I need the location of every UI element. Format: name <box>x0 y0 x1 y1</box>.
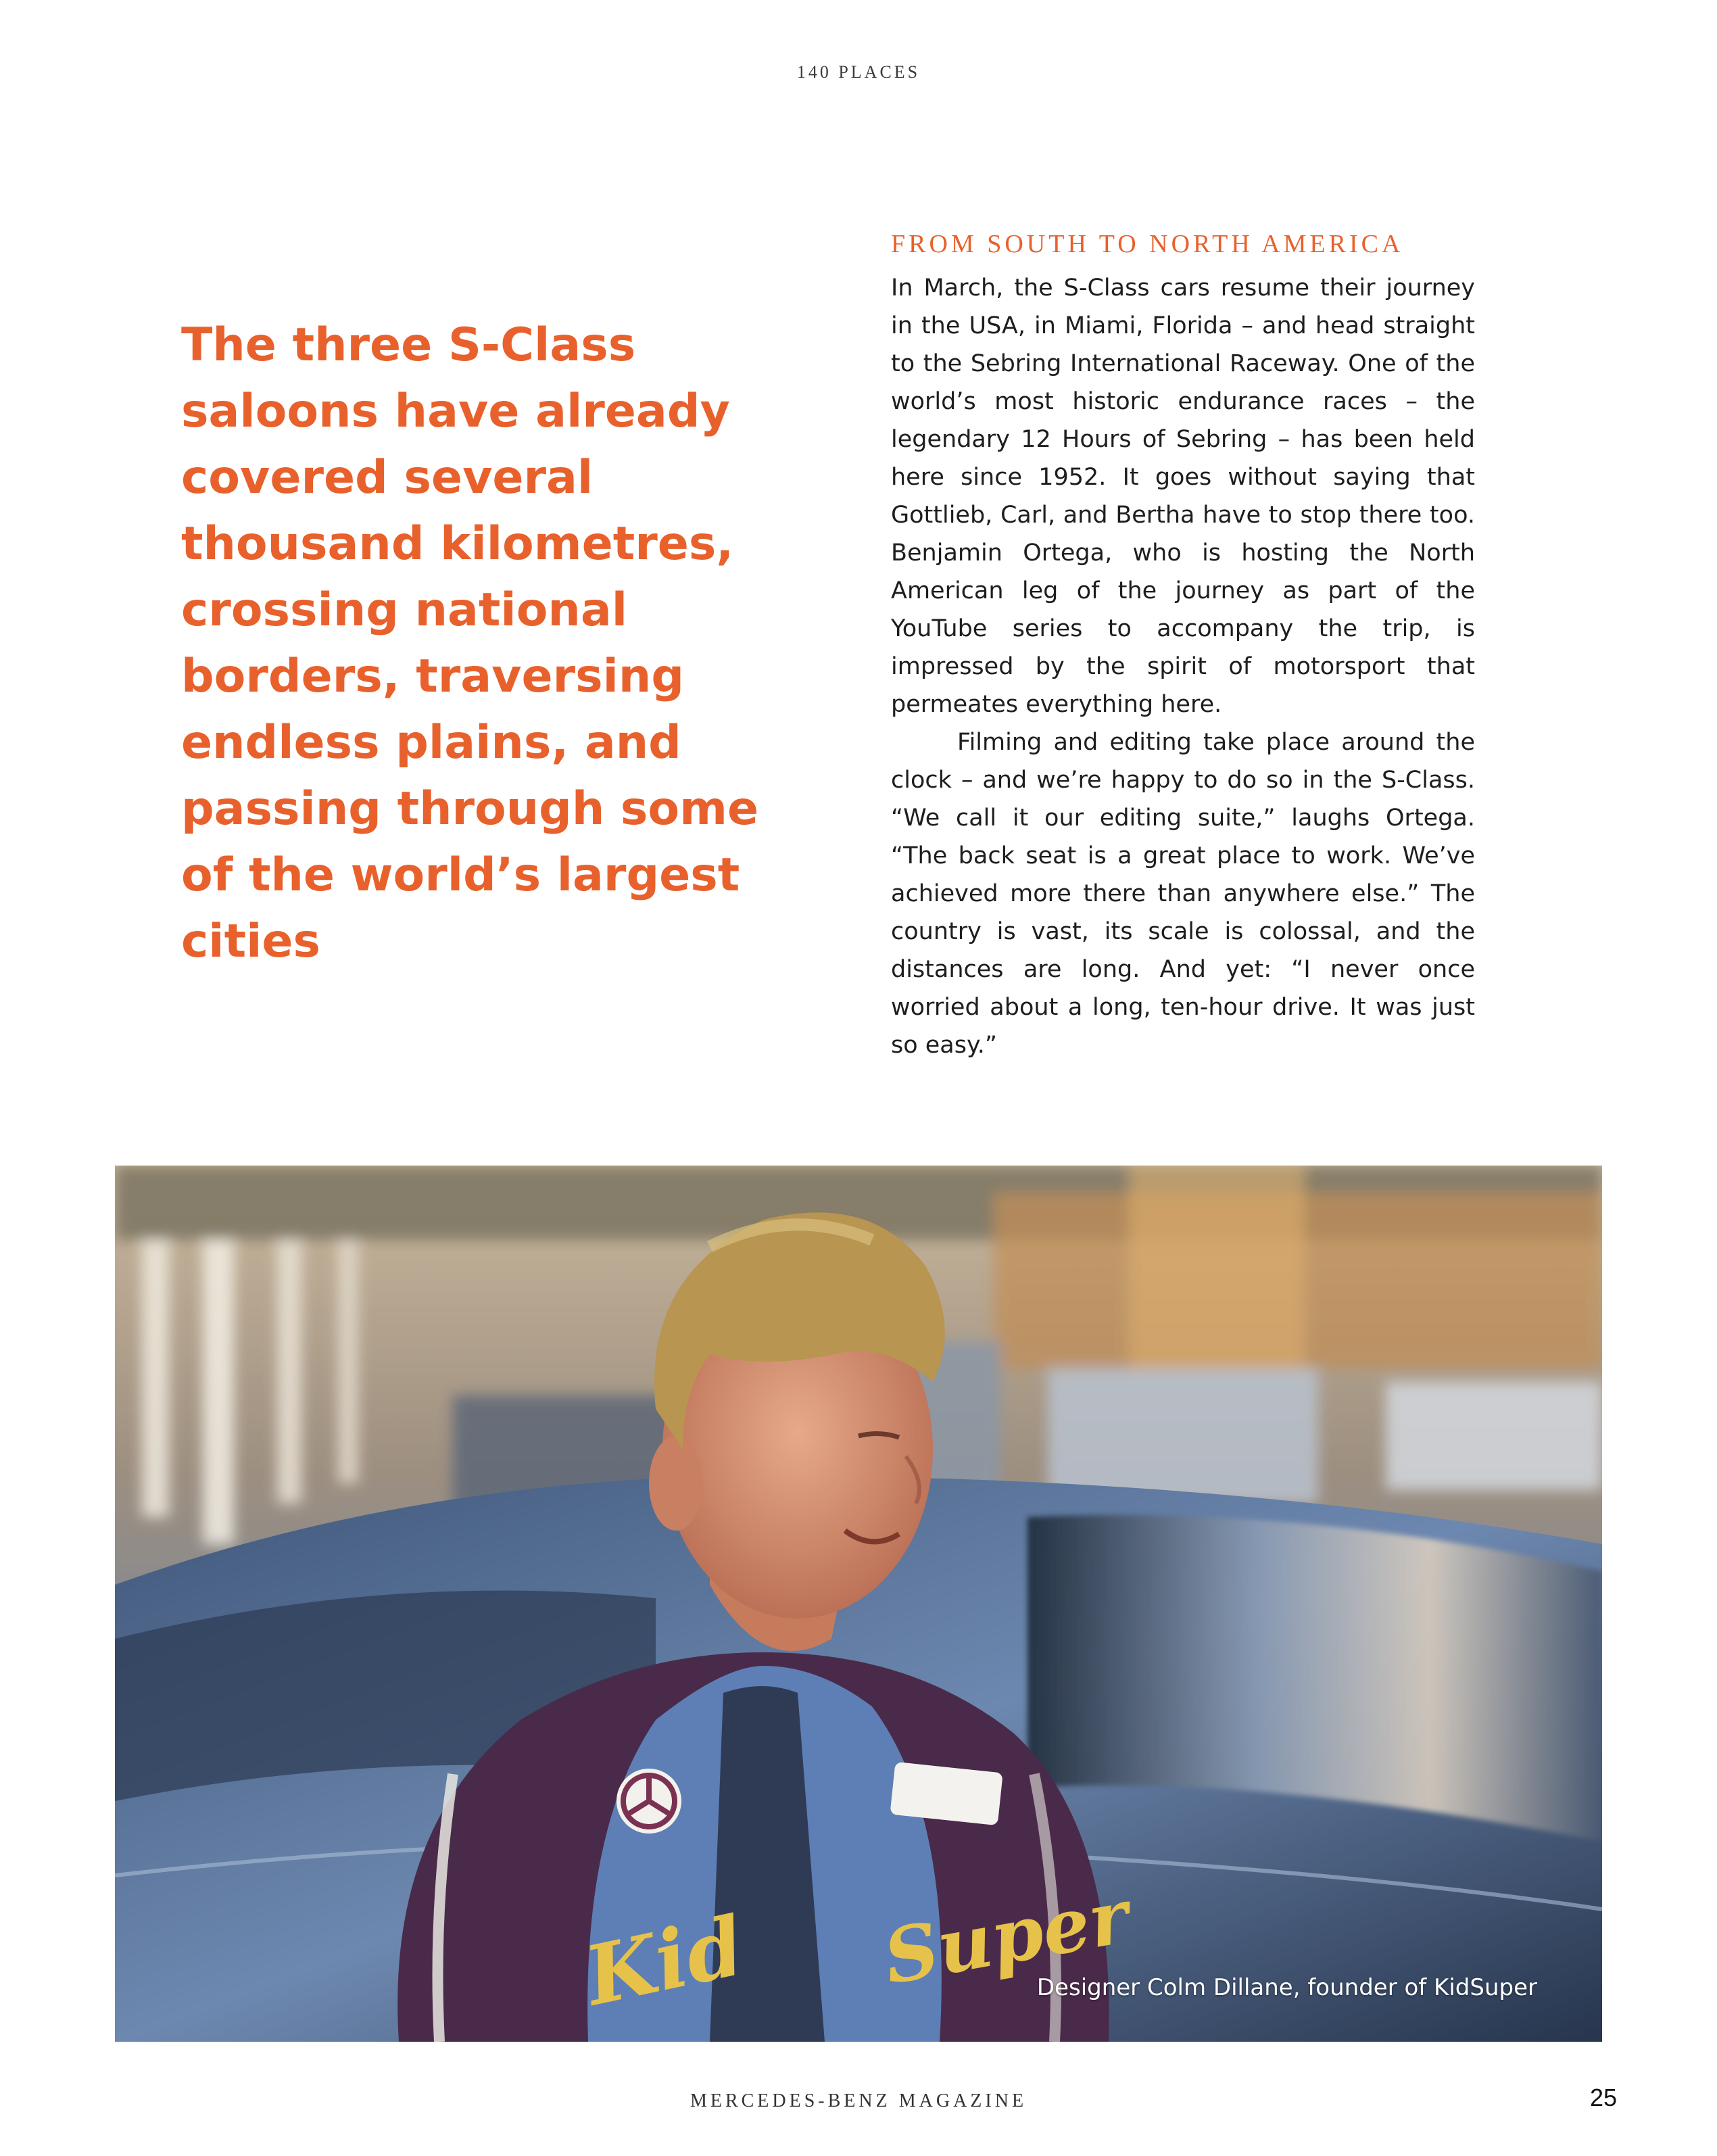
article-column <box>891 223 1475 1064</box>
section-heading: FROM SOUTH TO NORTH AMERICA <box>891 230 1404 258</box>
page-number: 25 <box>1590 2084 1618 2111</box>
svg-text:Super: Super <box>877 1872 1136 2001</box>
running-head: 140 PLACES <box>796 62 921 82</box>
article-paragraph: In March, the S-Class cars resume their journey in the USA, in Miami, Florida – and head straight to the Sebring International Raceway. One of the world’s most historic endurance races – the legendary 12 Hours of Sebring – has been held here since 1952. It goes without saying that Gottlieb, Carl, and Bertha have to stop there too. Benjamin Ortega, who is hosting the North American leg of the journey as part of the YouTube series to accompany the trip, is impressed by the spirit of motorsport that permeates everything here. <box>891 274 1475 718</box>
photo-caption: Designer Colm Dillane, founder of KidSuper <box>1036 1974 1537 2001</box>
portrait-photo <box>115 1166 1602 2042</box>
article-paragraph: Filming and editing take place around the clock – and we’re happy to do so in the S-Class. “We call it our editing suite,” laughs Ortega. “The back seat is a great place to work. We’ve achieved more there than anywhere else.” The country is vast, its scale is colossal, and the distances are long. And yet: “I never once worried about a long, ten-hour drive. It was just so easy.” <box>891 729 1475 1059</box>
svg-text:Kid: Kid <box>577 1898 752 2025</box>
magazine-footer: MERCEDES-BENZ MAGAZINE <box>690 2090 1027 2111</box>
photo-illustration <box>115 1166 1602 2042</box>
pull-quote: The three S-Class saloons have already covered several thousand kilometres, crossing national borders, traversing endless plains, and passing through some of the world’s largest cities <box>181 318 759 968</box>
